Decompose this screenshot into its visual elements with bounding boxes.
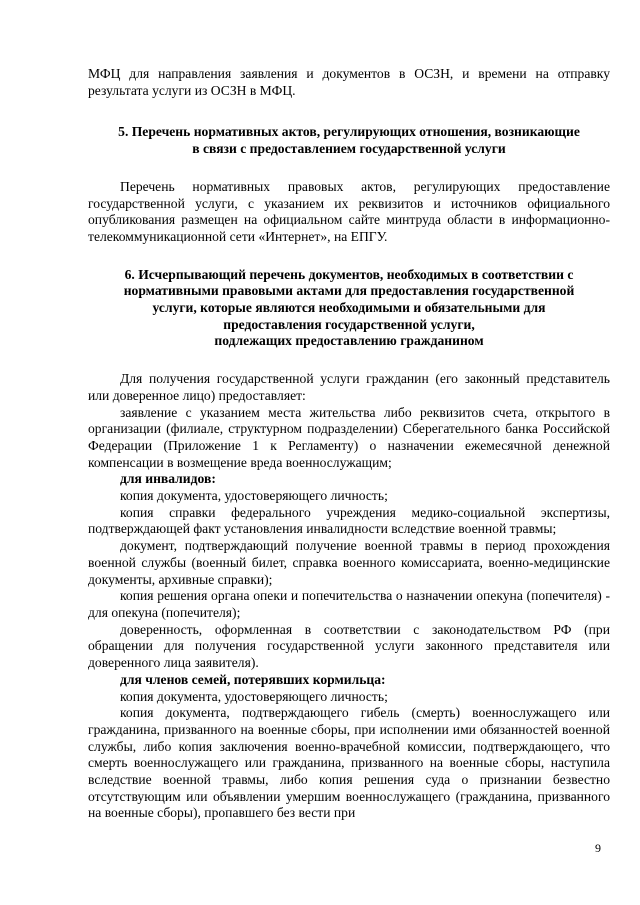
section6-intro: Для получения государственной услуги гражданин (его законный представитель или доверенное лицо) предоставляет: [88,371,610,403]
section5-paragraph: Перечень нормативных правовых актов, регулирующих предоставление государственной услуги, с указанием их реквизитов и источников официального опубликования размещен на официальном сайте минтруда области в информационно-телекоммуникационной сети «Интернет», на ЕПГУ. [88,178,610,244]
family-item: копия документа, удостоверяющего личность; [120,688,388,704]
disabled-item: доверенность, оформленная в соответствии с законодательством РФ (при обращении для получения государственной услуги законного представителя или доверенного лица заявителя). [88,621,610,671]
section6-heading-line3: услуги, которые являются необходимыми и обязательными для [152,300,546,316]
disabled-item: копия справки федерального учреждения медико-социальной экспертизы, подтверждающей факт установления инвалидности вследствие военной травмы; [88,504,610,537]
section5-heading-line1: 5. Перечень нормативных актов, регулирующих отношения, возникающие [118,124,580,140]
section6-heading-line2: нормативными правовыми актами для предоставления государственной [123,283,575,299]
family-label: для членов семей, потерявших кормильца: [120,671,386,687]
section5-heading-line2: в связи с предоставлением государственной услуги [192,141,506,157]
disabled-item: копия решения органа опеки и попечительства о назначении опекуна (попечителя) - для опекуна (попечителя); [88,588,610,620]
section6-heading [88,267,610,351]
family-item: копия документа, подтверждающего гибель (смерть) военнослужащего или гражданина, призванного на военные сборы, при исполнении ими обязанностей военной службы, либо копия заключения военно-врачебной комиссии, подтверждающего, что смерть военнослужащего или гражданина, призванного на военные сборы, наступила вследствие военной травмы, либо копия решения суда о признании безвестно отсутствующим или объявлении умершим военнослужащего (гражданина, призванного на военные сборы), пропавшего без вести при [88,705,610,821]
disabled-item: документ, подтверждающий получение военной травмы в период прохождения военной службы (военный билет, справка военного комиссариата, военно-медицинские документы, архивные справки); [88,538,610,587]
document-page [88,66,610,822]
top-paragraph: МФЦ для направления заявления и документов в ОСЗН, и времени на отправку результата услуги из ОСЗН в МФЦ. [88,66,610,98]
section5-heading [88,124,610,157]
page-number: 9 [595,841,601,855]
application-paragraph: заявление с указанием места жительства либо реквизитов счета, открытого в организации (филиале, структурном подразделении) Сберегательного банка Российской Федерации (Приложение 1 к Регламенту) о назначении ежемесячной денежной компенсации в возмещение вреда военнослужащим; [88,404,610,470]
disabled-label: для инвалидов: [120,471,216,487]
disabled-item: копия документа, удостоверяющего личность; [120,488,388,504]
section6-heading-line1: 6. Исчерпывающий перечень документов, необходимых в соответствии с [124,266,574,282]
section6-heading-line5: подлежащих предоставлению гражданином [214,333,484,349]
section6-heading-line4: предоставления государственной услуги, [223,316,475,332]
